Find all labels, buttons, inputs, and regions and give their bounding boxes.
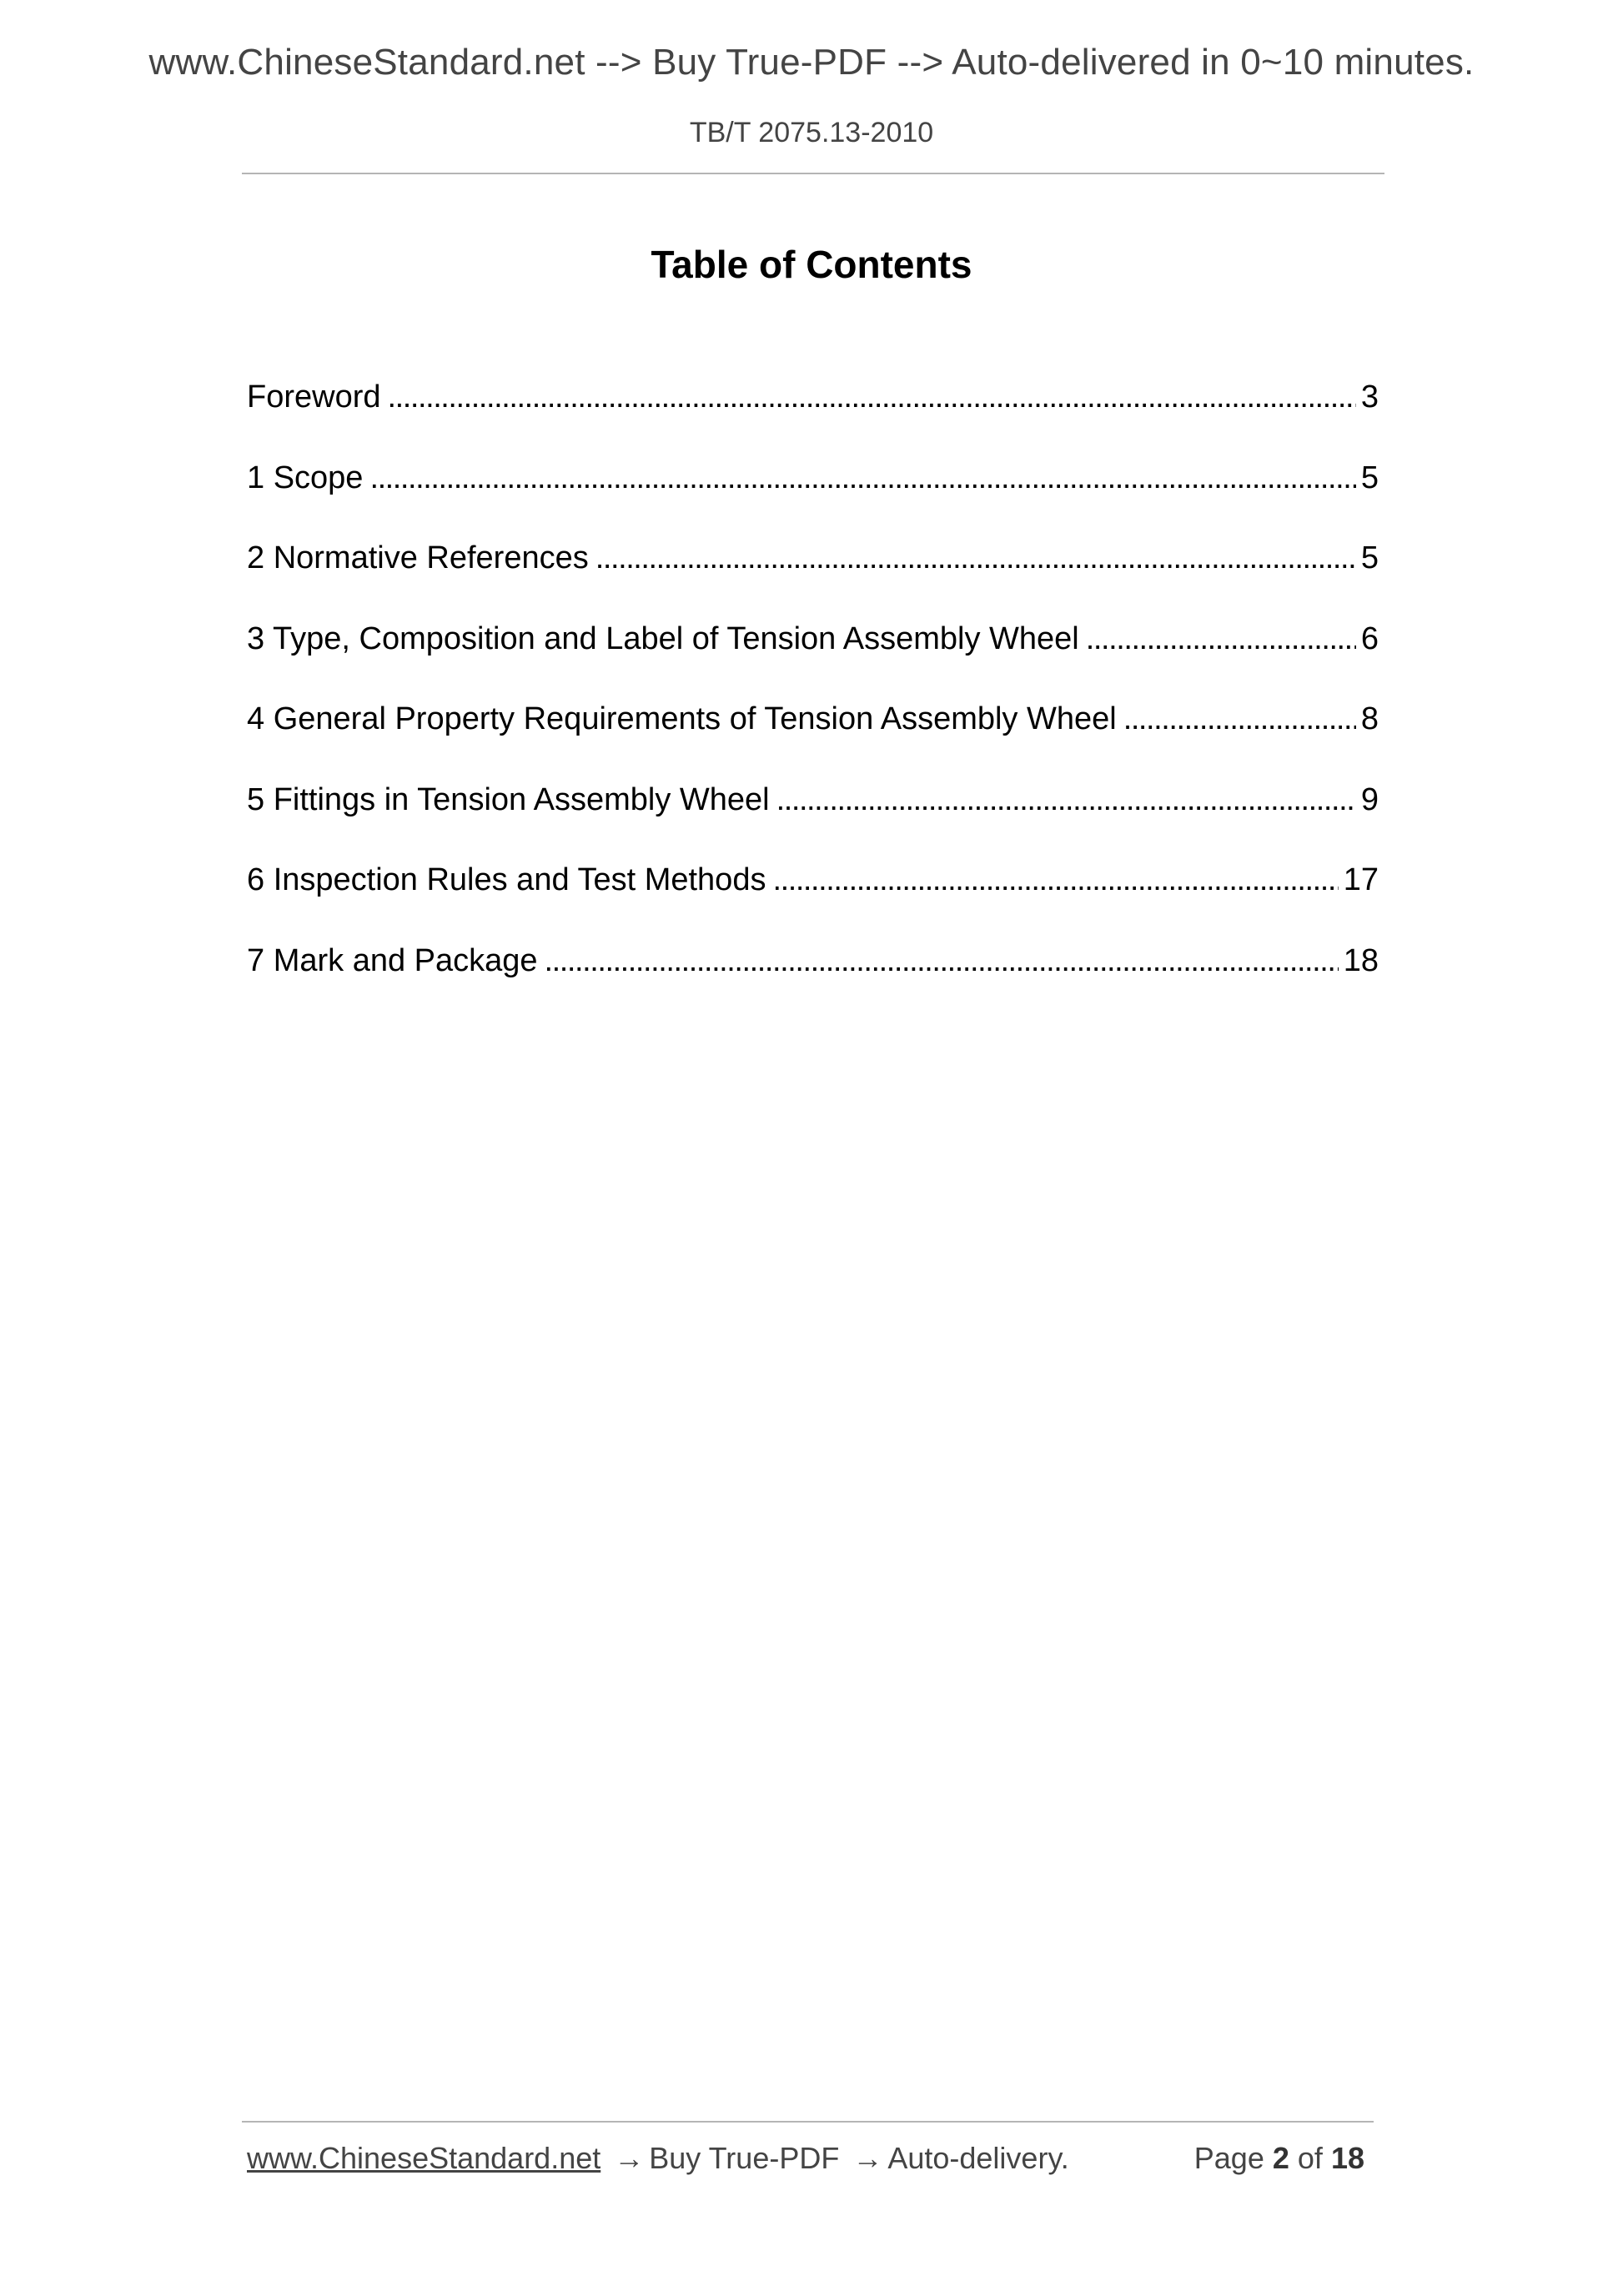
toc-entry-page: 5 bbox=[1360, 540, 1379, 575]
dot-leader bbox=[776, 782, 1356, 818]
toc-entry-label: 1 Scope bbox=[247, 460, 364, 495]
toc-entry-fittings[interactable] bbox=[247, 782, 1379, 863]
toc-entry-label: 6 Inspection Rules and Test Methods bbox=[247, 862, 766, 897]
right-arrow-icon: → bbox=[852, 2141, 883, 2175]
toc-entry-label: 4 General Property Requirements of Tension Assembly Wheel bbox=[247, 701, 1117, 736]
toc-entry-page: 8 bbox=[1360, 701, 1379, 736]
of-word: of bbox=[1297, 2141, 1323, 2175]
header-divider bbox=[242, 173, 1384, 174]
footer-buy-text: Buy True-PDF bbox=[649, 2141, 840, 2175]
header-banner: www.ChineseStandard.net --> Buy True-PDF --> Auto-delivered in 0~10 minutes. bbox=[148, 42, 1475, 83]
toc-entry-page: 18 bbox=[1343, 942, 1379, 978]
page-footer bbox=[247, 2141, 1373, 2183]
toc-entry-label: 7 Mark and Package bbox=[247, 942, 538, 978]
document-id: TB/T 2075.13-2010 bbox=[689, 117, 934, 148]
toc-entry-foreword[interactable] bbox=[247, 379, 1379, 460]
footer-site-link[interactable]: www.ChineseStandard.net bbox=[247, 2141, 601, 2175]
toc-entry-general-property-requirements[interactable] bbox=[247, 701, 1379, 782]
toc-entry-scope[interactable] bbox=[247, 460, 1379, 541]
toc-entry-page: 9 bbox=[1360, 781, 1379, 817]
current-page: 2 bbox=[1272, 2141, 1289, 2175]
footer-divider bbox=[242, 2121, 1374, 2123]
footer-delivery-text: Auto-delivery. bbox=[887, 2141, 1069, 2175]
dot-leader bbox=[772, 862, 1338, 898]
dot-leader bbox=[388, 379, 1356, 415]
toc-entry-label: 5 Fittings in Tension Assembly Wheel bbox=[247, 781, 770, 817]
total-pages: 18 bbox=[1330, 2141, 1364, 2175]
toc-entry-normative-references[interactable] bbox=[247, 540, 1379, 621]
toc-entry-page: 17 bbox=[1343, 862, 1379, 897]
dot-leader bbox=[1086, 621, 1356, 657]
toc-entry-type-composition-label[interactable] bbox=[247, 621, 1379, 702]
toc-entry-page: 5 bbox=[1360, 460, 1379, 495]
dot-leader bbox=[1123, 701, 1356, 737]
right-arrow-icon: → bbox=[614, 2141, 645, 2175]
toc-entry-page: 6 bbox=[1360, 620, 1379, 656]
dot-leader bbox=[595, 540, 1356, 576]
toc-title: Table of Contents bbox=[651, 243, 972, 286]
dot-leader bbox=[369, 460, 1355, 496]
page-word: Page bbox=[1193, 2141, 1264, 2175]
toc-entry-label: Foreword bbox=[247, 379, 381, 414]
toc-entry-mark-and-package[interactable] bbox=[247, 943, 1379, 1024]
toc-entry-page: 3 bbox=[1360, 379, 1379, 414]
toc-entry-inspection-rules[interactable] bbox=[247, 862, 1379, 943]
toc-entry-label: 2 Normative References bbox=[247, 540, 589, 575]
page-number bbox=[1194, 2141, 1364, 2176]
table-of-contents bbox=[247, 379, 1379, 1023]
footer-promo bbox=[247, 2141, 1069, 2176]
toc-entry-label: 3 Type, Composition and Label of Tension Assembly Wheel bbox=[247, 620, 1079, 656]
dot-leader bbox=[545, 943, 1339, 979]
